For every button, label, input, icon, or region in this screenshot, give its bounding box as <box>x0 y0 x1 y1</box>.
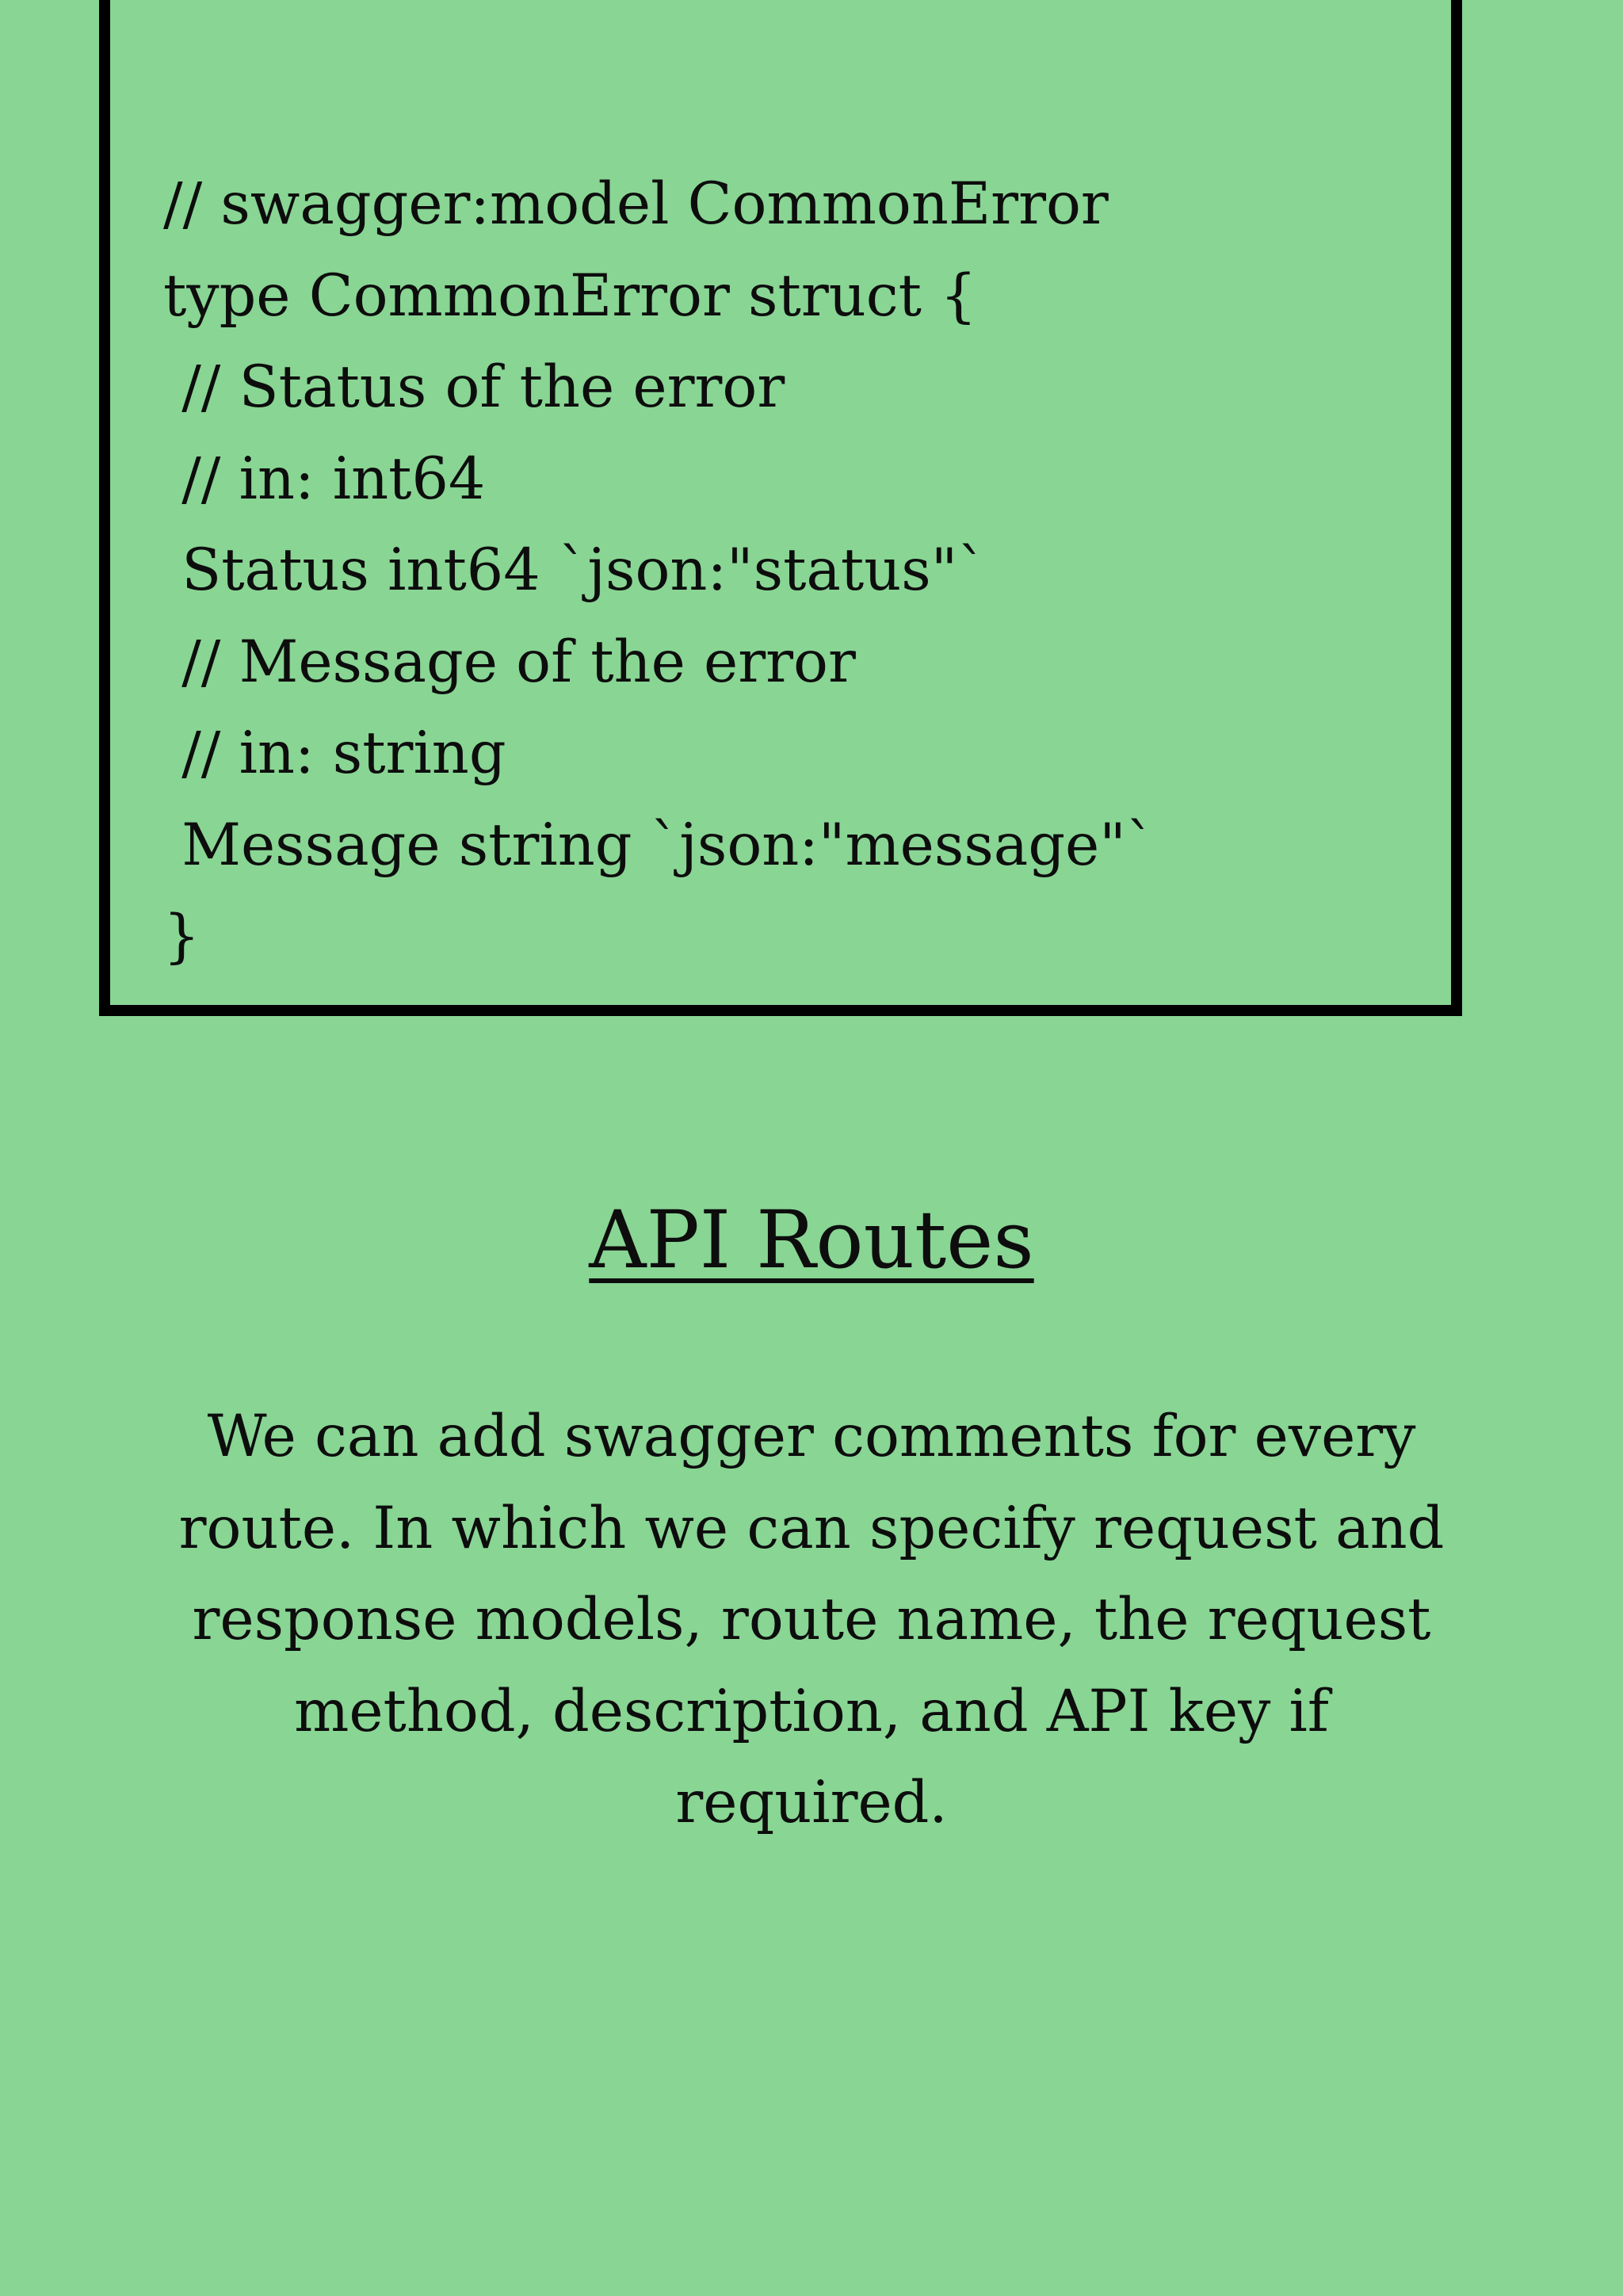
code-line: Message string `json:"message"` <box>163 811 1155 879</box>
code-line: // Status of the error <box>163 353 785 421</box>
paragraph-line: required. <box>675 1769 948 1836</box>
section-paragraph <box>151 1391 1472 1849</box>
code-line: // in: int64 <box>163 445 486 513</box>
paragraph-line: response models, route name, the request <box>192 1586 1431 1653</box>
code-line: // swagger:model CommonError <box>163 170 1109 238</box>
paragraph-line: method, description, and API key if <box>294 1677 1329 1745</box>
section-title <box>0 1189 1623 1292</box>
code-line: // Message of the error <box>163 628 856 696</box>
paragraph-line: We can add swagger comments for every <box>207 1403 1416 1470</box>
code-line: Status int64 `json:"status"` <box>163 537 987 604</box>
section-title-text: API Routes <box>589 1194 1034 1286</box>
code-line: // in: string <box>163 720 506 787</box>
code-block <box>163 159 1155 983</box>
code-line: } <box>163 903 200 970</box>
code-line: type CommonError struct { <box>163 262 977 330</box>
paragraph-line: route. In which we can specify request and <box>178 1494 1445 1562</box>
